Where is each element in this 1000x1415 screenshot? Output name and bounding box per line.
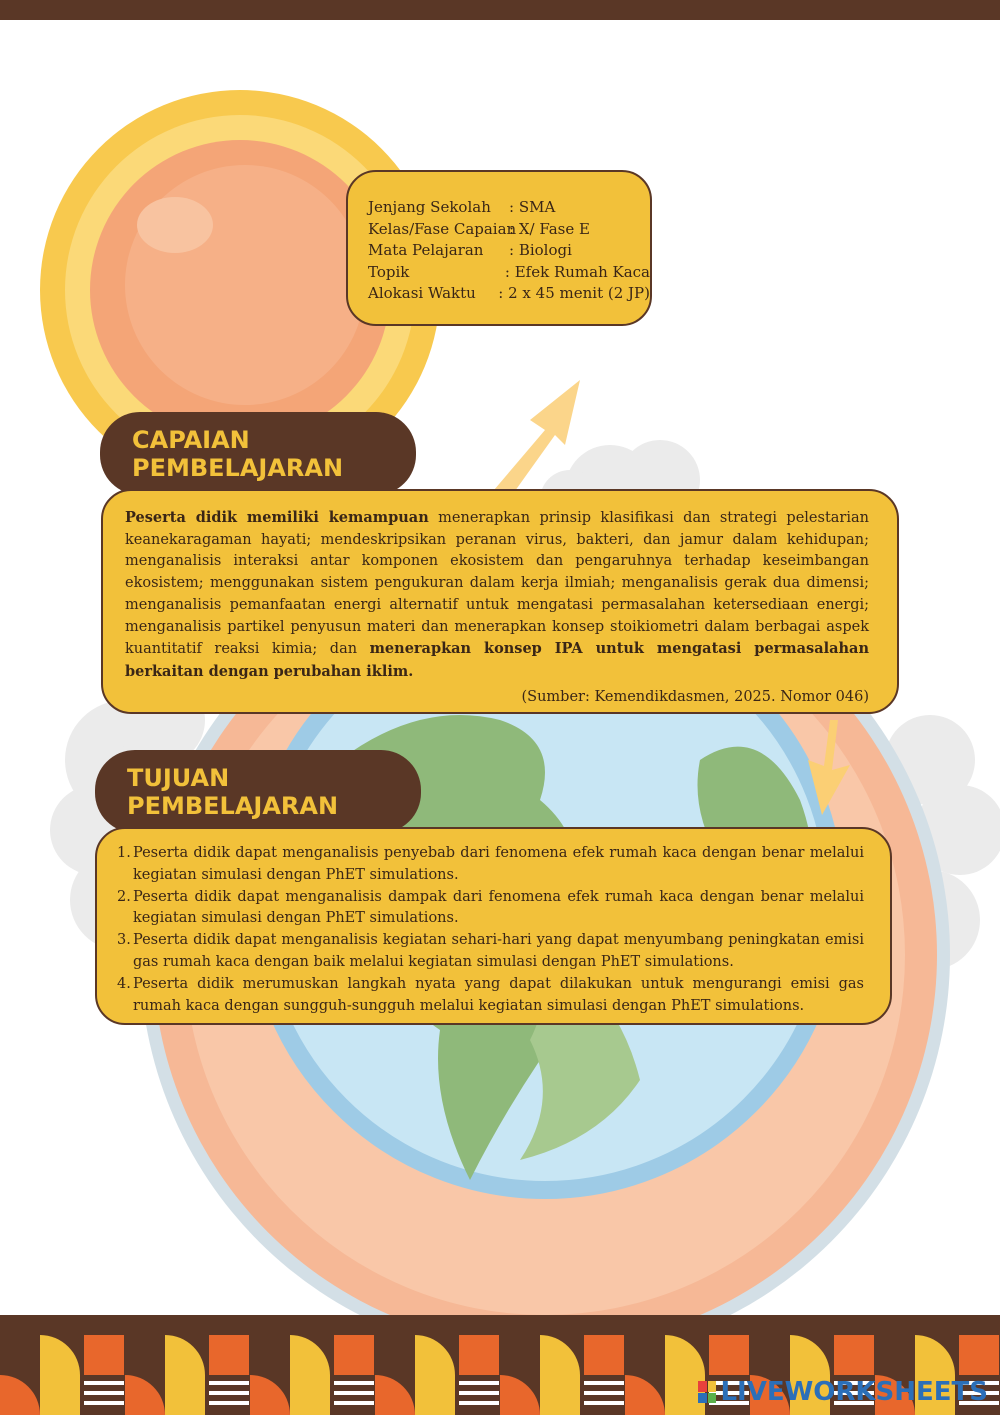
liveworksheets-logo[interactable] [698,1377,988,1407]
item-number: 1. [117,845,131,861]
item-text: Peserta didik dapat menganalisis penyebab dari fenomena efek rumah kaca dengan benar melalui kegiatan simulasi dengan PhET simulations. [133,845,864,883]
capaian-bold-start: Peserta didik memiliki kemampuan [125,509,429,526]
tujuan-header [95,750,421,833]
info-row [368,240,650,262]
info-label: Topik [368,262,410,281]
info-value: : 2 x 45 menit (2 JP) [498,284,650,302]
item-text: Peserta didik merumuskan langkah nyata yang dapat dilakukan untuk mengurangi emisi gas rumah kaca dengan sungguh-sungguh melalui kegiatan simulasi dengan PhET simulations. [133,975,864,1014]
capaian-body: menerapkan prinsip klasifikasi dan strategi pelestarian keanekaragaman hayati; mendeskripsikan peranan virus, bakteri, dan jamur dalam kehidupan; menganalisis interaksi antar komponen ekosistem dan pengaruhnya terhadap keseimbangan ekosistem; menggunakan sistem pengukuran dalam kerja ilmiah; menganalisis gerak dua dimensi; menganalisis pemanfaatan energi alternatif untuk mengatasi permasalahan ketersediaan energi; menganalisis partikel penyusun materi dan menerapkan konsep stoikiometri dalam berbagai aspek kuantitatif reaksi kimia; dan [125,510,869,658]
capaian-title-line2: PEMBELAJARAN [132,453,344,482]
capaian-header [100,412,416,495]
tujuan-item [117,887,864,931]
tujuan-box [95,827,892,1025]
liveworksheets-logo-icon [698,1381,716,1403]
info-box [346,170,652,326]
capaian-box [101,489,899,714]
capaian-title-line1: CAPAIAN [132,425,250,454]
tujuan-item [117,974,864,1018]
tujuan-title-line2: PEMBELAJARAN [127,791,339,820]
info-row [368,197,650,219]
info-value: : Efek Rumah Kaca [504,262,650,281]
info-label: Kelas/Fase Capaian [368,219,517,238]
liveworksheets-logo-text: LIVEWORKSHEETS [720,1377,988,1407]
item-text: Peserta didik dapat menganalisis kegiatan sehari-hari yang dapat menyumbang peningkatan emisi gas rumah kaca dengan baik melalui kegiatan simulasi dengan PhET simulations. [133,932,864,970]
info-value: : Biologi [509,241,572,259]
tujuan-list [117,843,864,1017]
item-number: 4. [117,975,131,992]
tujuan-title-line1: TUJUAN [127,763,230,792]
footer-pattern [0,1315,1000,1415]
info-label: Jenjang Sekolah [368,198,491,216]
info-row [368,262,650,284]
info-label: Mata Pelajaran [368,241,484,259]
info-row [368,283,650,305]
tujuan-item [117,843,864,887]
item-text: Peserta didik dapat menganalisis dampak dari fenomena efek rumah kaca dengan benar melalui kegiatan simulasi dengan PhET simulations. [133,888,864,927]
info-value: : X/ Fase E [509,219,590,238]
capaian-source: (Sumber: Kemendikdasmen, 2025. Nomor 046) [521,688,869,705]
capaian-bold-end: menerapkan konsep IPA untuk mengatasi permasalahan berkaitan dengan perubahan iklim. [125,640,869,680]
tujuan-item [117,930,864,974]
info-row [368,219,650,241]
capaian-text [125,507,869,684]
item-number: 2. [117,888,131,905]
item-number: 3. [117,932,131,949]
info-label: Alokasi Waktu [368,284,476,302]
info-value: : SMA [509,198,556,216]
